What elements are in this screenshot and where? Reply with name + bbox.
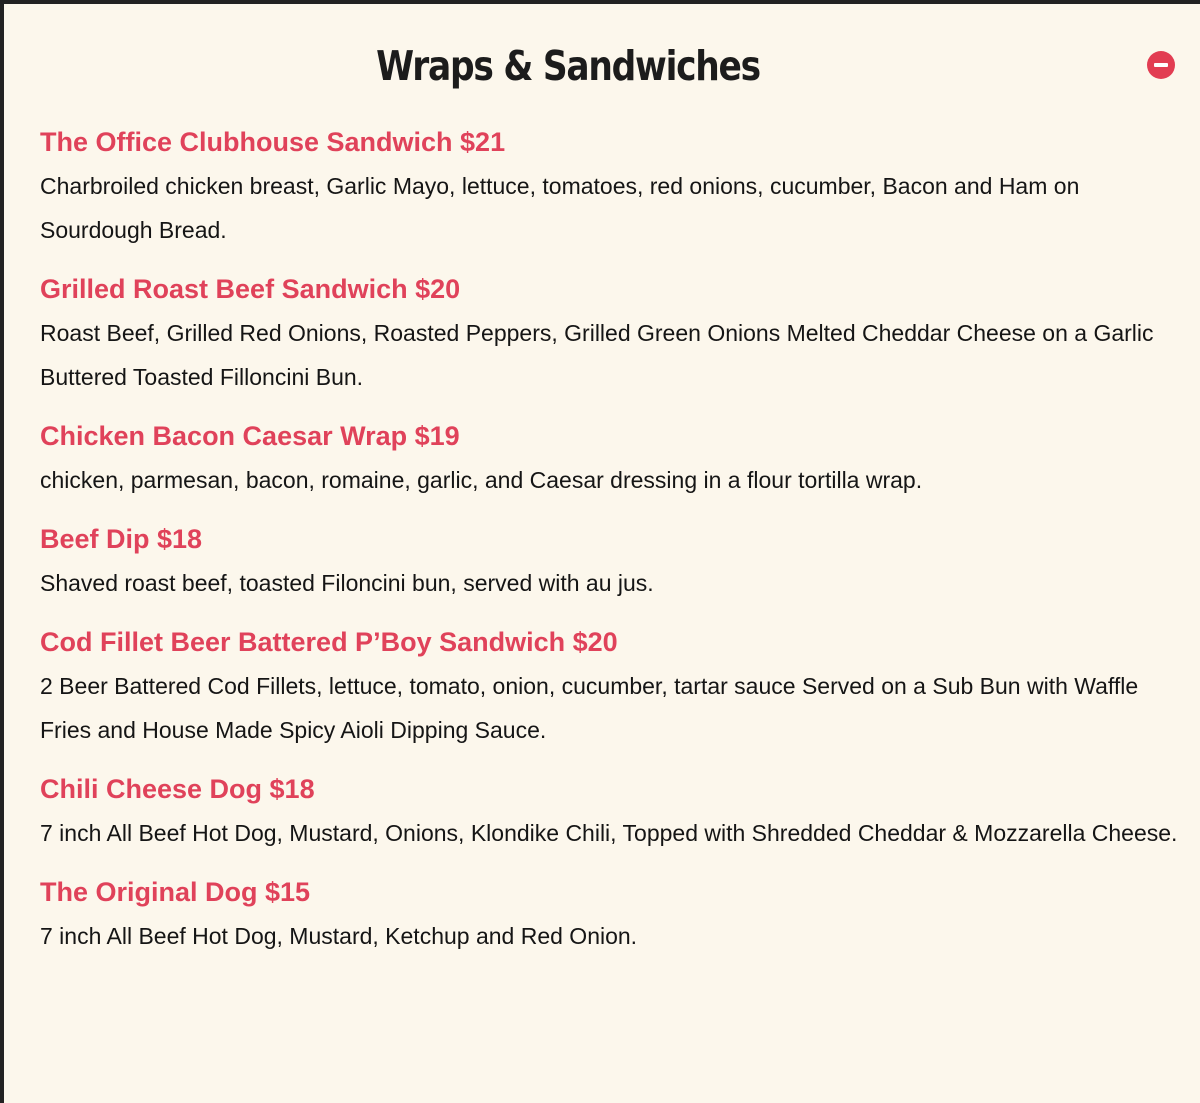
menu-item-description: 7 inch All Beef Hot Dog, Mustard, Onions, Klondike Chili, Topped with Shredded Cheddar & Mozzarella Cheese. [40, 820, 1178, 846]
menu-item [40, 870, 1180, 958]
section-header [4, 4, 1200, 114]
menu-item [40, 517, 1180, 605]
minus-circle-icon [1154, 63, 1168, 67]
menu-item-description: Charbroiled chicken breast, Garlic Mayo, lettuce, tomatoes, red onions, cucumber, Bacon and Ham on Sourdough Bread. [40, 173, 1080, 243]
menu-item [40, 120, 1180, 252]
menu-item-description: Roast Beef, Grilled Red Onions, Roasted Peppers, Grilled Green Onions Melted Cheddar Cheese on a Garlic Buttered Toasted Filloncini Bun. [40, 320, 1154, 390]
section-title: Wraps & Sandwiches [376, 42, 760, 90]
menu-item-title: The Original Dog $15 [40, 877, 311, 907]
menu-item-title: Chicken Bacon Caesar Wrap $19 [40, 421, 460, 451]
menu-item-description: Shaved roast beef, toasted Filoncini bun, served with au jus. [40, 570, 654, 596]
menu-item-title: The Office Clubhouse Sandwich $21 [40, 127, 506, 157]
menu-item [40, 267, 1180, 399]
menu-item-title: Grilled Roast Beef Sandwich $20 [40, 274, 461, 304]
menu-item [40, 620, 1180, 752]
menu-item [40, 767, 1180, 855]
menu-item-title: Chili Cheese Dog $18 [40, 774, 315, 804]
menu-item [40, 414, 1180, 502]
menu-item-description: chicken, parmesan, bacon, romaine, garlic, and Caesar dressing in a flour tortilla wrap. [40, 467, 923, 493]
menu-item-description: 2 Beer Battered Cod Fillets, lettuce, tomato, onion, cucumber, tartar sauce Served on a Sub Bun with Waffle Fries and House Made Spicy Aioli Dipping Sauce. [40, 673, 1139, 743]
menu-item-description: 7 inch All Beef Hot Dog, Mustard, Ketchup and Red Onion. [40, 923, 638, 949]
menu-item-title: Beef Dip $18 [40, 524, 203, 554]
menu-item-title: Cod Fillet Beer Battered P’Boy Sandwich $20 [40, 627, 618, 657]
collapse-section-button[interactable] [1147, 51, 1175, 79]
menu-item-list [40, 120, 1180, 973]
